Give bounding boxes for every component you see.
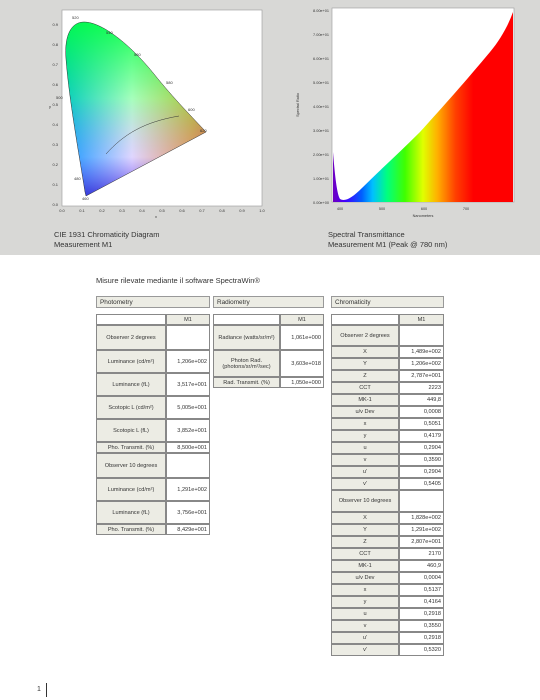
row-value: 1,061e+000: [280, 325, 324, 350]
radiometry-title: Radiometry: [213, 296, 324, 308]
page-number: 1: [37, 686, 41, 693]
row-label: Observer 10 degrees: [96, 453, 166, 478]
cie-y-tick: 0.7: [52, 62, 58, 67]
row-label: Z: [331, 370, 399, 382]
row-label: Observer 2 degrees: [96, 325, 166, 350]
row-label: Z: [331, 536, 399, 548]
cie-x-tick: 0.7: [199, 208, 205, 213]
spectral-y-tick: 5.00e+01: [313, 81, 329, 85]
row-value: 460,9: [399, 560, 444, 572]
cie-x-label: x: [155, 214, 157, 219]
spectral-y-tick: 2.00e+01: [313, 153, 329, 157]
photometry-table: [96, 314, 210, 535]
row-label: X: [331, 346, 399, 358]
locus-label: 600: [188, 107, 195, 112]
row-value: 8,429e+001: [166, 524, 210, 535]
spectral-x-tick: 500: [378, 207, 386, 211]
cie-y-tick: 0.0: [52, 202, 58, 207]
row-label: Scotopic L (cd/m²): [96, 396, 166, 419]
cie-x-tick: 0.0: [59, 208, 65, 213]
locus-label: 480: [74, 176, 81, 181]
row-label: MK-1: [331, 560, 399, 572]
row-label: Radiance (watts/sr/m²): [213, 325, 280, 350]
spectral-y-tick: 1.00e+01: [313, 177, 329, 181]
locus-label: 620: [200, 128, 207, 133]
cie-y-tick: 0.5: [52, 102, 58, 107]
row-label: y: [331, 430, 399, 442]
row-value: 0,4164: [399, 596, 444, 608]
cie-x-tick: 0.3: [119, 208, 125, 213]
cie-y-tick: 0.8: [52, 42, 58, 47]
row-label: CCT: [331, 548, 399, 560]
row-label: Scotopic L (fL): [96, 419, 166, 442]
spectral-y-tick: 3.00e+01: [313, 129, 329, 133]
spectral-caption-sub: Measurement M1 (Peak @ 780 nm): [328, 239, 448, 249]
spectral-y-tick: 7.00e+01: [313, 33, 329, 37]
row-label: Luminance (cd/m²): [96, 350, 166, 373]
spectral-chart: [290, 2, 520, 224]
cie-caption-title: CIE 1931 Chromaticity Diagram: [54, 230, 160, 239]
cie-x-tick: 0.5: [159, 208, 165, 213]
cie-x-tick: 0.9: [239, 208, 245, 213]
row-value: 5,005e+001: [166, 396, 210, 419]
row-label: u': [331, 466, 399, 478]
spectral-x-label: Nanometers: [412, 214, 434, 218]
row-label: u: [331, 608, 399, 620]
row-label: Observer 2 degrees: [331, 325, 399, 346]
page-number-rule: [46, 683, 47, 697]
row-value: 0,0004: [399, 572, 444, 584]
row-value: 0,4179: [399, 430, 444, 442]
row-label: Rad. Transmit. (%): [213, 377, 280, 388]
row-value: 8,500e+001: [166, 442, 210, 453]
row-value: 1,206e+002: [166, 350, 210, 373]
row-label: Pho. Transmit. (%): [96, 442, 166, 453]
row-value: 2223: [399, 382, 444, 394]
row-value: 0,2904: [399, 466, 444, 478]
row-value: 1,050e+000: [280, 377, 324, 388]
row-value: [166, 325, 210, 350]
row-value: 0,0008: [399, 406, 444, 418]
row-value: 1,828e+002: [399, 512, 444, 524]
spectral-y-tick: 0.00e+00: [313, 201, 329, 205]
radiometry-table: [213, 314, 324, 388]
row-label: Observer 10 degrees: [331, 490, 399, 512]
cie-y-label: y: [49, 104, 51, 109]
cie-caption-sub: Measurement M1: [54, 239, 113, 249]
row-label: v': [331, 644, 399, 656]
row-label: x: [331, 584, 399, 596]
locus-label: 560: [134, 52, 141, 57]
cie-x-tick: 0.6: [179, 208, 185, 213]
row-label: u/v Dev: [331, 572, 399, 584]
row-value: 1,291e+002: [399, 524, 444, 536]
row-value: 1,206e+002: [399, 358, 444, 370]
header-empty-cell: [96, 314, 166, 325]
spectral-y-tick: 8.00e+01: [313, 9, 329, 13]
spectral-caption-title: Spectral Transmittance: [328, 230, 405, 239]
cie-chart: [44, 4, 274, 220]
cie-x-tick: 0.4: [139, 208, 145, 213]
cie-x-tick: 0.1: [79, 208, 85, 213]
cie-y-tick: 0.2: [52, 162, 58, 167]
row-label: v': [331, 478, 399, 490]
row-value: 0,3550: [399, 620, 444, 632]
spectral-y-tick: 6.00e+01: [313, 57, 329, 61]
row-label: X: [331, 512, 399, 524]
cie-y-tick: 0.6: [52, 82, 58, 87]
spectral-y-tick: 4.00e+01: [313, 105, 329, 109]
chromaticity-table: [331, 314, 444, 656]
row-label: y: [331, 596, 399, 608]
locus-label: 540: [106, 30, 113, 35]
header-empty-cell: [331, 314, 399, 325]
photometry-title: Photometry: [96, 296, 210, 308]
row-label: Luminance (fL): [96, 373, 166, 396]
row-value: 2,787e+001: [399, 370, 444, 382]
cie-y-tick: 0.3: [52, 142, 58, 147]
row-label: u': [331, 632, 399, 644]
row-value: 3,852e+001: [166, 419, 210, 442]
row-value: 3,603e+018: [280, 350, 324, 377]
cie-caption: [54, 230, 159, 249]
locus-label: 520: [72, 15, 79, 20]
row-label: CCT: [331, 382, 399, 394]
spectral-x-tick: 600: [420, 207, 428, 211]
intro-text: Misure rilevate mediante il software SpectraWin®: [96, 276, 260, 285]
locus-label: 580: [166, 80, 173, 85]
cie-x-tick: 1.0: [259, 208, 265, 213]
spectral-caption: [328, 230, 447, 249]
row-value: 0,2918: [399, 632, 444, 644]
cie-x-tick: 0.2: [99, 208, 105, 213]
row-label: u/v Dev: [331, 406, 399, 418]
cie-y-tick: 0.1: [52, 182, 58, 187]
row-value: [166, 453, 210, 478]
chromaticity-title: Chromaticity: [331, 296, 444, 308]
row-label: Luminance (cd/m²): [96, 478, 166, 501]
row-label: u: [331, 442, 399, 454]
row-value: 1,489e+002: [399, 346, 444, 358]
row-value: 0,5137: [399, 584, 444, 596]
row-value: 0,2918: [399, 608, 444, 620]
row-value: [399, 325, 444, 346]
row-label: v: [331, 620, 399, 632]
row-value: 0,2904: [399, 442, 444, 454]
row-value: 3,517e+001: [166, 373, 210, 396]
row-value: 0,5320: [399, 644, 444, 656]
header-empty-cell: [213, 314, 280, 325]
row-value: [399, 490, 444, 512]
row-label: Photon Rad. (photons/sr/m²/sec): [213, 350, 280, 377]
col-header: M1: [166, 314, 210, 325]
row-value: 1,291e+002: [166, 478, 210, 501]
col-header: M1: [399, 314, 444, 325]
row-value: 3,756e+001: [166, 501, 210, 524]
spectral-x-tick: 400: [336, 207, 344, 211]
row-label: Y: [331, 524, 399, 536]
row-label: Luminance (fL): [96, 501, 166, 524]
row-value: 0,5051: [399, 418, 444, 430]
row-value: 2170: [399, 548, 444, 560]
row-value: 0,3590: [399, 454, 444, 466]
row-label: Pho. Transmit. (%): [96, 524, 166, 535]
row-label: Y: [331, 358, 399, 370]
row-value: 449,8: [399, 394, 444, 406]
row-value: 0,5405: [399, 478, 444, 490]
cie-x-tick: 0.8: [219, 208, 225, 213]
row-label: MK-1: [331, 394, 399, 406]
spectral-x-tick: 700: [462, 207, 470, 211]
cie-y-tick: 0.9: [52, 22, 58, 27]
row-label: v: [331, 454, 399, 466]
row-value: 2,807e+001: [399, 536, 444, 548]
spectral-y-label: Spectral Ratio: [296, 93, 300, 117]
row-label: x: [331, 418, 399, 430]
locus-label: 460: [82, 196, 89, 201]
locus-label: 500: [56, 95, 63, 100]
col-header: M1: [280, 314, 324, 325]
cie-y-tick: 0.4: [52, 122, 58, 127]
